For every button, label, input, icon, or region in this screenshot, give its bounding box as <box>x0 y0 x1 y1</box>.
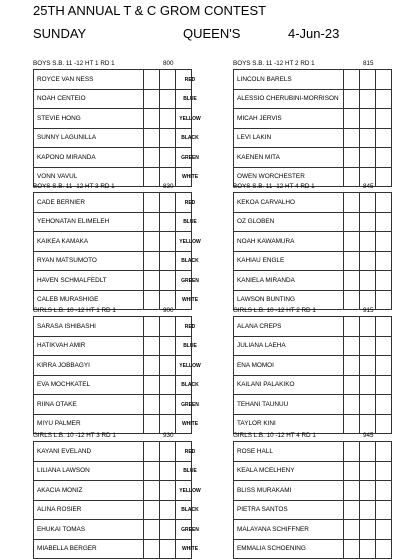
contest-date: 4-Jun-23 <box>288 26 339 42</box>
table-row <box>234 462 392 482</box>
score-box[interactable] <box>360 520 376 539</box>
heat-grid <box>233 192 392 310</box>
score-box[interactable] <box>360 376 376 395</box>
jersey-color-green: GREEN <box>168 527 212 533</box>
score-box[interactable] <box>344 109 360 128</box>
heat-title: GIRLS L.B. 10 -12 HT 1 RD 1 <box>33 307 116 315</box>
surfer-name: BLISS MURAKAMI <box>234 481 344 500</box>
jersey-color-blue: BLUE <box>168 96 212 102</box>
surfer-name: EVA MOCHKATEL <box>34 376 144 395</box>
score-box[interactable] <box>376 462 392 481</box>
surfer-name: TAYLOR KINI <box>234 415 344 434</box>
surfer-name: TEHANI TAUNUU <box>234 395 344 414</box>
score-box[interactable] <box>376 70 392 89</box>
score-box[interactable] <box>144 193 160 212</box>
score-box[interactable] <box>344 317 360 336</box>
heat-title: BOYS S.B. 11 -12 HT 3 RD 1 <box>33 183 115 191</box>
contest-venue: QUEEN'S <box>183 26 240 42</box>
score-box[interactable] <box>376 317 392 336</box>
surfer-name: KAILANI PALAKIKO <box>234 376 344 395</box>
score-box[interactable] <box>376 90 392 109</box>
score-box[interactable] <box>376 213 392 232</box>
table-row <box>234 193 392 213</box>
jersey-color-red: RED <box>168 324 212 330</box>
surfer-name: LINCOLN BARELS <box>234 70 344 89</box>
score-box[interactable] <box>144 252 160 271</box>
surfer-name: VONN VAVUL <box>34 168 144 187</box>
score-box[interactable] <box>144 415 160 434</box>
table-row <box>234 148 392 168</box>
jersey-color-black: BLACK <box>168 258 212 264</box>
jersey-color-blue: BLUE <box>168 219 212 225</box>
score-box[interactable] <box>360 501 376 520</box>
score-box[interactable] <box>344 168 360 187</box>
score-box[interactable] <box>144 90 160 109</box>
jersey-color-red: RED <box>168 77 212 83</box>
surfer-name: LAWSON BUNTING <box>234 291 344 310</box>
jersey-color-red: RED <box>168 449 212 455</box>
heat-time: 845 <box>363 183 374 191</box>
score-box[interactable] <box>376 481 392 500</box>
surfer-name: AKACIA MONIZ <box>34 481 144 500</box>
score-box[interactable] <box>376 415 392 434</box>
surfer-name: HAVEN SCHMALFEDLT <box>34 271 144 290</box>
table-row <box>234 271 392 291</box>
score-box[interactable] <box>344 442 360 461</box>
table-row <box>234 540 392 559</box>
surfer-name: LILIANA LAWSON <box>34 462 144 481</box>
score-box[interactable] <box>344 70 360 89</box>
score-box[interactable] <box>344 462 360 481</box>
score-box[interactable] <box>376 501 392 520</box>
table-row <box>234 232 392 252</box>
surfer-name: MIYU PALMER <box>34 415 144 434</box>
jersey-color-yellow: YELLOW <box>168 116 212 122</box>
surfer-name: SARASA ISHIBASHI <box>34 317 144 336</box>
surfer-name: KEKOA CARVALHO <box>234 193 344 212</box>
score-box[interactable] <box>344 271 360 290</box>
surfer-name: HATIKVAH AMIR <box>34 337 144 356</box>
score-box[interactable] <box>344 356 360 375</box>
heat-grid <box>233 441 392 559</box>
surfer-name: ENA MOMOI <box>234 356 344 375</box>
heat-grid <box>33 192 192 310</box>
score-box[interactable] <box>144 109 160 128</box>
surfer-name: KAYANI EVELAND <box>34 442 144 461</box>
heat-title: BOYS S.B. 11 -12 HT 4 RD 1 <box>233 183 315 191</box>
score-box[interactable] <box>144 442 160 461</box>
score-box[interactable] <box>376 291 392 310</box>
score-box[interactable] <box>144 520 160 539</box>
score-box[interactable] <box>144 395 160 414</box>
heat-grid <box>233 69 392 187</box>
table-row <box>234 442 392 462</box>
table-row <box>234 252 392 272</box>
surfer-name: MIABELLA BERGER <box>34 540 144 559</box>
jersey-color-white: WHITE <box>168 297 212 303</box>
score-box[interactable] <box>144 232 160 251</box>
score-box[interactable] <box>344 520 360 539</box>
surfer-name: OWEN WORCHESTER <box>234 168 344 187</box>
jersey-color-green: GREEN <box>168 278 212 284</box>
table-row <box>234 337 392 357</box>
heat-grid <box>33 441 192 559</box>
surfer-name: KEALA MCELHENY <box>234 462 344 481</box>
surfer-name: NOAH KAWAMURA <box>234 232 344 251</box>
score-box[interactable] <box>344 501 360 520</box>
score-box[interactable] <box>344 415 360 434</box>
surfer-name: KAPONO MIRANDA <box>34 148 144 167</box>
score-box[interactable] <box>144 540 160 559</box>
score-box[interactable] <box>360 271 376 290</box>
table-row <box>234 317 392 337</box>
score-box[interactable] <box>376 540 392 559</box>
score-box[interactable] <box>360 232 376 251</box>
score-box[interactable] <box>344 291 360 310</box>
surfer-name: EHUKAI TOMAS <box>34 520 144 539</box>
jersey-color-black: BLACK <box>168 507 212 513</box>
score-box[interactable] <box>360 252 376 271</box>
table-row <box>234 109 392 129</box>
score-box[interactable] <box>360 337 376 356</box>
score-box[interactable] <box>360 90 376 109</box>
surfer-name: EMMALIA SCHOENING <box>234 540 344 559</box>
score-box[interactable] <box>376 376 392 395</box>
score-box[interactable] <box>344 90 360 109</box>
jersey-color-red: RED <box>168 200 212 206</box>
heat-grid <box>33 69 192 187</box>
heat-time: 900 <box>163 307 174 315</box>
score-box[interactable] <box>144 291 160 310</box>
jersey-color-yellow: YELLOW <box>168 363 212 369</box>
score-box[interactable] <box>376 148 392 167</box>
score-box[interactable] <box>360 395 376 414</box>
score-box[interactable] <box>344 395 360 414</box>
score-box[interactable] <box>376 168 392 187</box>
surfer-name: ALINA ROSIER <box>34 501 144 520</box>
score-box[interactable] <box>144 129 160 148</box>
score-box[interactable] <box>360 70 376 89</box>
surfer-name: KAENEN MITA <box>234 148 344 167</box>
heat-time: 945 <box>363 432 374 440</box>
score-box[interactable] <box>344 148 360 167</box>
surfer-name: NOAH CENTEIO <box>34 90 144 109</box>
score-box[interactable] <box>144 317 160 336</box>
score-box[interactable] <box>144 356 160 375</box>
heat-title: GIRLS L.B. 10 -12 HT 4 RD 1 <box>233 432 316 440</box>
score-box[interactable] <box>344 129 360 148</box>
surfer-name: JULIANA LAEHA <box>234 337 344 356</box>
heat-grid <box>233 316 392 434</box>
surfer-name: CADE BERNIER <box>34 193 144 212</box>
contest-title: 25TH ANNUAL T & C GROM CONTEST <box>33 3 266 19</box>
table-row <box>234 520 392 540</box>
score-box[interactable] <box>360 415 376 434</box>
score-box[interactable] <box>360 481 376 500</box>
score-box[interactable] <box>376 252 392 271</box>
surfer-name: SUNNY LAGUNILLA <box>34 129 144 148</box>
score-box[interactable] <box>376 356 392 375</box>
score-box[interactable] <box>144 213 160 232</box>
table-row <box>234 481 392 501</box>
score-box[interactable] <box>376 395 392 414</box>
score-box[interactable] <box>344 232 360 251</box>
jersey-color-yellow: YELLOW <box>168 488 212 494</box>
heat-title: BOYS S.B. 11 -12 HT 1 RD 1 <box>33 60 115 68</box>
table-row <box>234 356 392 376</box>
score-box[interactable] <box>144 337 160 356</box>
score-box[interactable] <box>144 376 160 395</box>
surfer-name: ALANA CREPS <box>234 317 344 336</box>
score-box[interactable] <box>360 109 376 128</box>
score-box[interactable] <box>344 337 360 356</box>
heat-title: GIRLS L.B. 10 -12 HT 2 RD 1 <box>233 307 316 315</box>
score-box[interactable] <box>144 462 160 481</box>
jersey-color-green: GREEN <box>168 402 212 408</box>
score-box[interactable] <box>376 129 392 148</box>
surfer-name: CALEB MURASHIGE <box>34 291 144 310</box>
score-box[interactable] <box>376 271 392 290</box>
score-box[interactable] <box>360 193 376 212</box>
jersey-color-yellow: YELLOW <box>168 239 212 245</box>
jersey-color-blue: BLUE <box>168 468 212 474</box>
score-box[interactable] <box>144 501 160 520</box>
surfer-name: KAIKEA KAMAKA <box>34 232 144 251</box>
heat-time: 800 <box>163 60 174 68</box>
score-box[interactable] <box>344 193 360 212</box>
score-box[interactable] <box>144 148 160 167</box>
score-box[interactable] <box>360 442 376 461</box>
score-box[interactable] <box>344 213 360 232</box>
score-box[interactable] <box>360 356 376 375</box>
heat-time: 930 <box>163 432 174 440</box>
surfer-name: ROSE HALL <box>234 442 344 461</box>
heat-time: 915 <box>363 307 374 315</box>
jersey-color-white: WHITE <box>168 421 212 427</box>
heat-time: 830 <box>163 183 174 191</box>
table-row <box>234 395 392 415</box>
score-box[interactable] <box>144 168 160 187</box>
table-row <box>234 213 392 233</box>
score-box[interactable] <box>376 193 392 212</box>
surfer-name: KANIELA MIRANDA <box>234 271 344 290</box>
score-box[interactable] <box>376 442 392 461</box>
surfer-name: LEVI LAKIN <box>234 129 344 148</box>
score-box[interactable] <box>344 481 360 500</box>
surfer-name: RYAN MATSUMOTO <box>34 252 144 271</box>
jersey-color-white: WHITE <box>168 546 212 552</box>
surfer-name: PIETRA SANTOS <box>234 501 344 520</box>
score-box[interactable] <box>144 481 160 500</box>
score-box[interactable] <box>376 520 392 539</box>
jersey-color-blue: BLUE <box>168 343 212 349</box>
score-box[interactable] <box>344 540 360 559</box>
heat-grid <box>33 316 192 434</box>
score-box[interactable] <box>376 232 392 251</box>
contest-day: SUNDAY <box>33 26 86 42</box>
score-box[interactable] <box>360 317 376 336</box>
surfer-name: KIRRA JOBBAGYI <box>34 356 144 375</box>
surfer-name: OZ GLOBEN <box>234 213 344 232</box>
score-box[interactable] <box>376 337 392 356</box>
surfer-name: ROYCE VAN NESS <box>34 70 144 89</box>
surfer-name: MICAH JERVIS <box>234 109 344 128</box>
surfer-name: RIINA OTAKE <box>34 395 144 414</box>
score-box[interactable] <box>360 213 376 232</box>
table-row <box>234 70 392 90</box>
table-row <box>234 90 392 110</box>
jersey-color-black: BLACK <box>168 135 212 141</box>
surfer-name: KAHIAU ENGLE <box>234 252 344 271</box>
table-row <box>234 129 392 149</box>
surfer-name: ALESSIO CHERUBINI-MORRISON <box>234 90 344 109</box>
score-box[interactable] <box>360 462 376 481</box>
score-box[interactable] <box>360 129 376 148</box>
score-box[interactable] <box>344 376 360 395</box>
score-box[interactable] <box>144 70 160 89</box>
surfer-name: YEHONATAN ELIMELEH <box>34 213 144 232</box>
surfer-name: STEVIE HONG <box>34 109 144 128</box>
heat-title: BOYS S.B. 11 -12 HT 2 RD 1 <box>233 60 315 68</box>
surfer-name: MALAYANA SCHIFFNER <box>234 520 344 539</box>
jersey-color-green: GREEN <box>168 155 212 161</box>
score-box[interactable] <box>360 148 376 167</box>
heat-time: 815 <box>363 60 374 68</box>
jersey-color-white: WHITE <box>168 174 212 180</box>
score-box[interactable] <box>344 252 360 271</box>
jersey-color-black: BLACK <box>168 382 212 388</box>
score-box[interactable] <box>360 540 376 559</box>
score-box[interactable] <box>144 271 160 290</box>
score-box[interactable] <box>376 109 392 128</box>
table-row <box>234 501 392 521</box>
heat-title: GIRLS L.B. 10 -12 HT 3 RD 1 <box>33 432 116 440</box>
table-row <box>234 376 392 396</box>
